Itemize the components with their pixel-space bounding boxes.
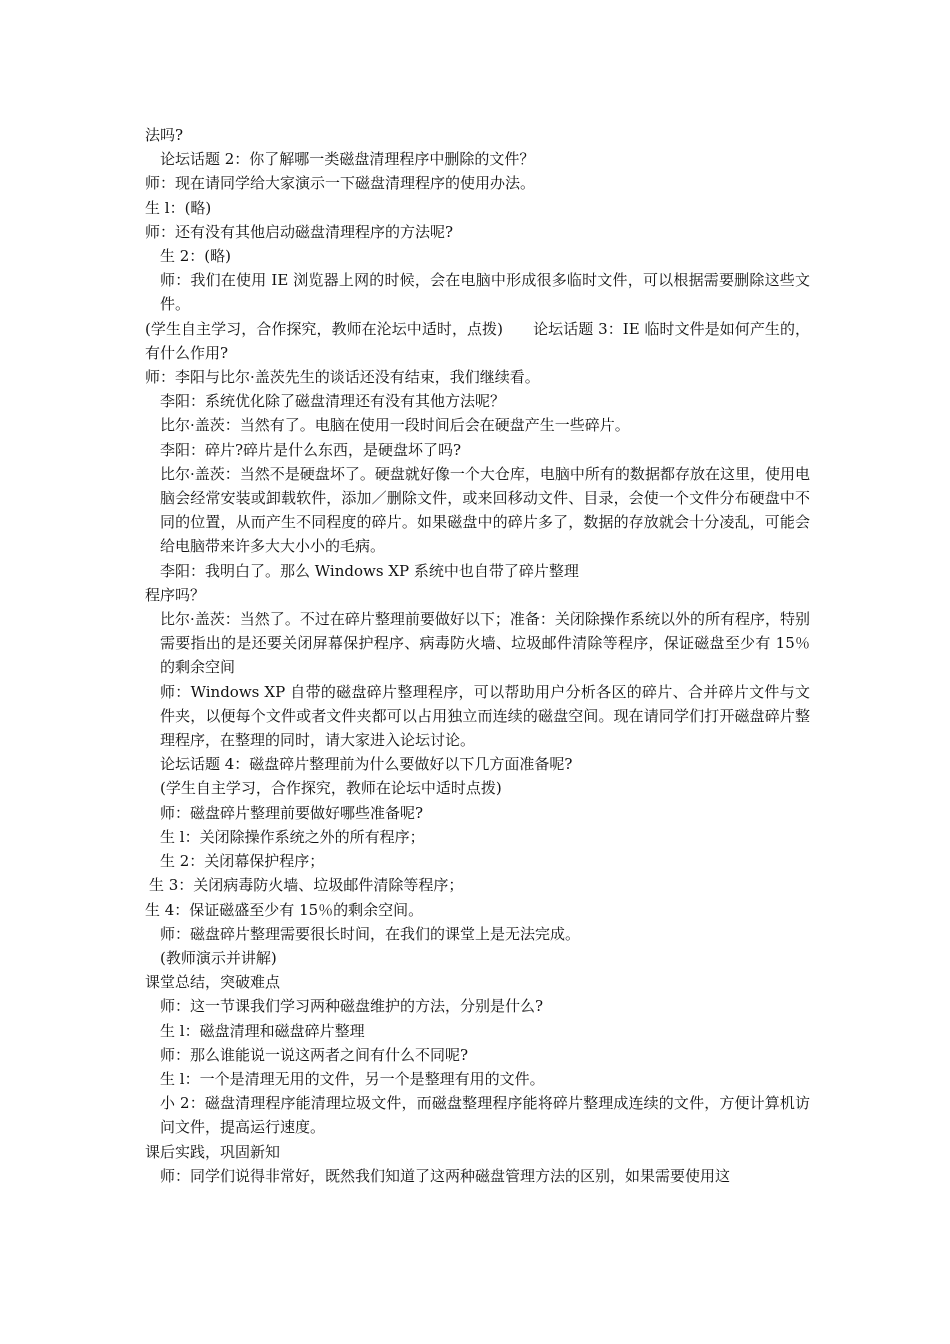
paragraph: (学生自主学习，合作探究，教师在沦坛中适时，点拨) 论坛话题 3：IE 临时文件是如何产生的，有什么作用? bbox=[145, 319, 810, 362]
text-line: 师：磁盘碎片整理需要很长时间，在我们的课堂上是无法完成。 bbox=[160, 924, 581, 943]
text-line: 师：磁盘碎片整理前要做好哪些准备呢? bbox=[160, 803, 424, 822]
text-line: 法吗? bbox=[145, 126, 184, 144]
paragraph: 比尔·盖茨：当然了。不过在碎片整理前要做好以下；准备：关闭除操作系统以外的所有程序，特别需要指出的是还要关闭屏幕保护程序、病毒防火墙、垃圾邮件清除等程序，保证磁盘至少有 15％的剩余空间 bbox=[160, 610, 810, 677]
text-line: 生 l：(略) bbox=[145, 198, 212, 217]
text-line: (学生自主学习，合作探究，教师在论坛中适时点拨) bbox=[160, 779, 502, 798]
text-line: 师：这一节课我们学习两种磁盘维护的方法，分别是什么? bbox=[160, 997, 544, 1016]
text-line: 程序吗？ bbox=[145, 585, 206, 604]
text-line: 论坛话题 4：磁盘碎片整理前为什么要做好以下几方面准备呢? bbox=[160, 755, 573, 774]
text-line: 李阳：系统优化除了磁盘清理还有没有其他方法呢？ bbox=[160, 392, 506, 411]
text-line: 生 2：关闭幕保护程序； bbox=[160, 852, 325, 871]
text-line: 生 2：(略) bbox=[160, 247, 232, 266]
text-line: 师：那么谁能说一说这两者之间有什么不同呢? bbox=[160, 1045, 469, 1064]
text-line: 师：还有没有其他启动磁盘清理程序的方法呢? bbox=[145, 222, 454, 241]
paragraph: 师：同学们说得非常好，既然我们知道了这两种磁盘管理方法的区别，如果需要使用这 bbox=[160, 1166, 731, 1185]
text-line: 李阳：碎片?碎片是什么东西，是硬盘坏了吗? bbox=[160, 440, 462, 459]
text-line: 师：现在请同学给大家演示一下磁盘清理程序的使用办法。 bbox=[145, 174, 536, 193]
text-line: 生 4：保证磁盛至少有 15％的剩余空间。 bbox=[145, 900, 424, 919]
text-line: 师：李阳与比尔·盖茨先生的谈话还没有结束，我们继续看。 bbox=[145, 368, 540, 387]
paragraph: 比尔·盖茨：当然不是硬盘坏了。硬盘就好像一个大仓库，电脑中所有的数据都存放在这里，使用电脑会经常安装或卸载软件，添加／删除文件，或来回移动文件、目录，会使一个文件分布硬盘中不同的位置，从而产生不同程度的碎片。如果磁盘中的碎片多了，数据的存放就会十分凌乱，可能会给电脑带来许多大大小小的毛病。 bbox=[160, 464, 810, 556]
text-line: 生 l：关闭除操作系统之外的所有程序； bbox=[160, 827, 425, 846]
section-heading: 课堂总结，突破难点 bbox=[145, 973, 281, 992]
text-line: 生 l：磁盘清理和磁盘碎片整理 bbox=[160, 1021, 365, 1040]
text-line: (教师演示并讲解) bbox=[160, 948, 277, 967]
paragraph: 师：我们在使用 IE 浏览器上网的时候，会在电脑中形成很多临时文件，可以根据需要删除这些文件。 bbox=[160, 271, 810, 314]
text-line: 李阳：我明白了。那么 Windows XP 系统中也自带了碎片整理 bbox=[160, 561, 579, 580]
document-body bbox=[145, 123, 810, 1188]
text-line: 生 l：一个是清理无用的文件，另一个是整理有用的文件。 bbox=[160, 1069, 545, 1088]
text-line: 比尔·盖茨：当然有了。电脑在使用一段时间后会在硬盘产生一些碎片。 bbox=[160, 416, 630, 435]
section-heading: 课后实践，巩固新知 bbox=[145, 1142, 281, 1161]
paragraph: 小 2：磁盘清理程序能清理垃圾文件，而磁盘整理程序能将碎片整理成连续的文件，方便计算机访问文件，提高运行速度。 bbox=[160, 1094, 810, 1137]
text-line: 生 3：关闭病毒防火墙、垃圾邮件清除等程序； bbox=[149, 876, 464, 895]
text-line: 论坛话题 2：你了解哪一类磁盘清理程序中删除的文件？ bbox=[160, 150, 535, 169]
paragraph: 师：Windows XP 自带的磁盘碎片整理程序，可以帮助用户分析各区的碎片、合并碎片文件与文件夹，以便每个文件或者文件夹都可以占用独立而连续的磁盘空间。现在请同学们打开磁盘碎片整理程序，在整理的同时，请大家进入论坛讨论。 bbox=[160, 682, 810, 750]
